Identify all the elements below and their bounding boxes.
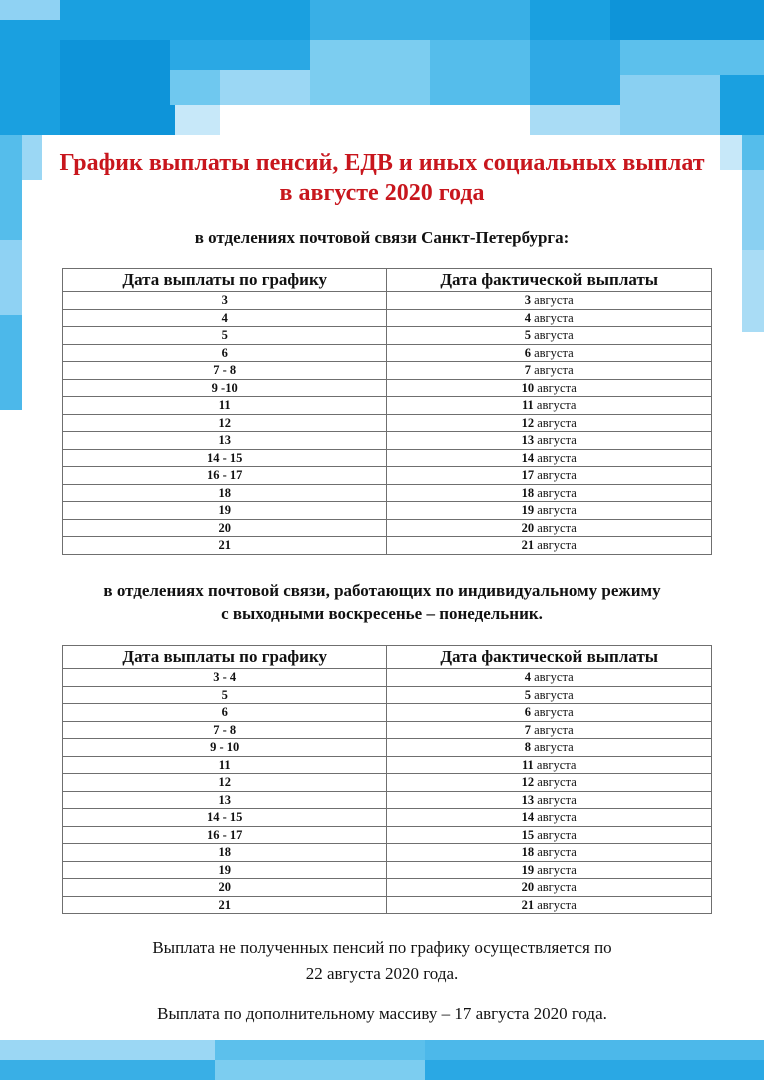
actual-month: августа <box>534 687 574 702</box>
actual-date-cell <box>387 414 712 432</box>
actual-day: 17 <box>521 468 535 483</box>
actual-day: 15 <box>521 827 535 842</box>
actual-month: августа <box>537 862 577 877</box>
scheduled-date-cell: 18 <box>63 484 387 502</box>
table-row <box>63 519 712 537</box>
actual-month: августа <box>534 740 574 755</box>
actual-date-cell <box>387 397 712 415</box>
scheduled-date-cell: 12 <box>63 774 387 792</box>
actual-date-cell <box>387 484 712 502</box>
actual-day: 19 <box>521 862 535 877</box>
title-line-1: График выплаты пенсий, ЕДВ и иных социальных выплат <box>59 150 705 176</box>
actual-day: 6 <box>524 705 531 720</box>
note-undelivered-pensions <box>0 935 764 987</box>
table-row <box>63 379 712 397</box>
actual-date-cell <box>387 432 712 450</box>
actual-month: августа <box>536 757 577 772</box>
table-row <box>63 686 712 704</box>
scheduled-date-cell: 11 <box>63 397 387 415</box>
scheduled-date-cell: 16 - 17 <box>63 826 387 844</box>
actual-date-cell <box>387 844 712 862</box>
scheduled-date-cell: 16 - 17 <box>63 467 387 485</box>
actual-day: 21 <box>521 897 535 912</box>
actual-month: августа <box>534 363 574 378</box>
scheduled-date-cell: 14 - 15 <box>63 809 387 827</box>
actual-day: 4 <box>524 310 531 325</box>
title-line-2: в августе 2020 года <box>279 180 485 206</box>
actual-date-cell <box>387 327 712 345</box>
actual-date-cell <box>387 879 712 897</box>
actual-day: 3 <box>524 293 531 308</box>
scheduled-date-cell: 13 <box>63 791 387 809</box>
table-row <box>63 502 712 520</box>
actual-date-cell <box>387 704 712 722</box>
actual-date-cell <box>387 467 712 485</box>
table-row <box>63 327 712 345</box>
table-row <box>63 791 712 809</box>
table-row <box>63 344 712 362</box>
actual-day: 13 <box>521 433 535 448</box>
actual-date-cell <box>387 669 712 687</box>
table-row <box>63 896 712 914</box>
actual-month: августа <box>536 398 577 413</box>
column-header-actual-date: Дата фактической выплаты <box>387 269 712 292</box>
actual-month: августа <box>537 538 577 553</box>
table-row <box>63 739 712 757</box>
actual-month: августа <box>537 845 577 860</box>
actual-date-cell <box>387 739 712 757</box>
actual-day: 4 <box>524 670 531 685</box>
scheduled-date-cell: 12 <box>63 414 387 432</box>
actual-month: августа <box>534 310 574 325</box>
actual-date-cell <box>387 502 712 520</box>
table-row <box>63 397 712 415</box>
note-line-2: 22 августа 2020 года. <box>305 964 459 983</box>
actual-month: августа <box>537 415 577 430</box>
actual-month: августа <box>534 328 574 343</box>
actual-date-cell <box>387 686 712 704</box>
actual-date-cell <box>387 362 712 380</box>
table-row <box>63 362 712 380</box>
table-row <box>63 537 712 555</box>
actual-day: 14 <box>521 450 535 465</box>
actual-date-cell <box>387 292 712 310</box>
actual-month: августа <box>537 880 577 895</box>
actual-date-cell <box>387 721 712 739</box>
actual-date-cell <box>387 826 712 844</box>
actual-month: августа <box>534 345 574 360</box>
actual-month: августа <box>537 827 577 842</box>
scheduled-date-cell: 20 <box>63 519 387 537</box>
actual-day: 19 <box>521 503 535 518</box>
column-header-scheduled-date: Дата выплаты по графику <box>63 269 387 292</box>
actual-date-cell <box>387 309 712 327</box>
actual-day: 12 <box>521 415 535 430</box>
column-header-scheduled-date: Дата выплаты по графику <box>63 646 387 669</box>
actual-day: 21 <box>521 538 535 553</box>
page-title <box>0 148 764 208</box>
actual-date-cell <box>387 519 712 537</box>
table-row <box>63 484 712 502</box>
actual-date-cell <box>387 774 712 792</box>
scheduled-date-cell: 7 - 8 <box>63 721 387 739</box>
actual-month: августа <box>537 433 577 448</box>
actual-day: 14 <box>521 810 535 825</box>
actual-month: августа <box>537 775 577 790</box>
scheduled-date-cell: 9 - 10 <box>63 739 387 757</box>
actual-date-cell <box>387 537 712 555</box>
table-row <box>63 721 712 739</box>
table-row <box>63 756 712 774</box>
table-row <box>63 809 712 827</box>
scheduled-date-cell: 5 <box>63 686 387 704</box>
table-row <box>63 467 712 485</box>
scheduled-date-cell: 3 - 4 <box>63 669 387 687</box>
actual-day: 12 <box>521 775 535 790</box>
actual-day: 20 <box>521 880 535 895</box>
section2-heading-line-2: с выходными воскресенье – понедельник. <box>221 604 543 623</box>
actual-day: 7 <box>524 722 531 737</box>
actual-month: августа <box>537 468 577 483</box>
actual-date-cell <box>387 449 712 467</box>
table-row <box>63 844 712 862</box>
scheduled-date-cell: 13 <box>63 432 387 450</box>
table-header-row <box>63 269 712 292</box>
section1-heading: в отделениях почтовой связи Санкт-Петербурга: <box>194 228 570 247</box>
actual-day: 7 <box>524 363 531 378</box>
scheduled-date-cell: 9 -10 <box>63 379 387 397</box>
section2-heading <box>0 579 764 625</box>
actual-date-cell <box>387 791 712 809</box>
scheduled-date-cell: 19 <box>63 502 387 520</box>
actual-day: 18 <box>521 845 535 860</box>
actual-day: 6 <box>524 345 531 360</box>
schedule-table-individual-mode <box>62 645 712 914</box>
actual-day: 11 <box>521 398 534 413</box>
actual-month: августа <box>537 810 577 825</box>
table-row <box>63 826 712 844</box>
actual-day: 13 <box>521 792 535 807</box>
actual-day: 20 <box>521 520 535 535</box>
table-row <box>63 879 712 897</box>
table-row <box>63 774 712 792</box>
scheduled-date-cell: 21 <box>63 896 387 914</box>
column-header-actual-date: Дата фактической выплаты <box>387 646 712 669</box>
scheduled-date-cell: 21 <box>63 537 387 555</box>
scheduled-date-cell: 4 <box>63 309 387 327</box>
actual-date-cell <box>387 344 712 362</box>
note-line-1: Выплата не полученных пенсий по графику осуществляется по <box>152 938 612 957</box>
actual-month: августа <box>537 380 577 395</box>
table-row <box>63 861 712 879</box>
note-additional-array: Выплата по дополнительному массиву – 17 августа 2020 года. <box>157 1004 607 1023</box>
scheduled-date-cell: 20 <box>63 879 387 897</box>
scheduled-date-cell: 3 <box>63 292 387 310</box>
scheduled-date-cell: 18 <box>63 844 387 862</box>
actual-month: августа <box>534 705 574 720</box>
scheduled-date-cell: 11 <box>63 756 387 774</box>
actual-day: 5 <box>524 328 531 343</box>
scheduled-date-cell: 6 <box>63 704 387 722</box>
actual-month: августа <box>537 485 577 500</box>
table-row <box>63 669 712 687</box>
actual-day: 8 <box>524 740 531 755</box>
actual-month: августа <box>537 503 577 518</box>
table-row <box>63 414 712 432</box>
table-row <box>63 704 712 722</box>
actual-month: августа <box>534 722 574 737</box>
actual-month: августа <box>534 670 574 685</box>
scheduled-date-cell: 7 - 8 <box>63 362 387 380</box>
scheduled-date-cell: 6 <box>63 344 387 362</box>
actual-month: августа <box>537 450 577 465</box>
actual-day: 11 <box>521 757 534 772</box>
table-row <box>63 432 712 450</box>
actual-date-cell <box>387 861 712 879</box>
actual-date-cell <box>387 756 712 774</box>
actual-month: августа <box>537 897 577 912</box>
schedule-table-spb <box>62 268 712 555</box>
table-header-row <box>63 646 712 669</box>
actual-day: 10 <box>521 380 535 395</box>
scheduled-date-cell: 5 <box>63 327 387 345</box>
actual-day: 5 <box>524 687 531 702</box>
actual-date-cell <box>387 809 712 827</box>
table-row <box>63 449 712 467</box>
actual-day: 18 <box>521 485 535 500</box>
actual-date-cell <box>387 896 712 914</box>
actual-month: августа <box>537 520 577 535</box>
actual-date-cell <box>387 379 712 397</box>
scheduled-date-cell: 14 - 15 <box>63 449 387 467</box>
table-row <box>63 309 712 327</box>
scheduled-date-cell: 19 <box>63 861 387 879</box>
table-row <box>63 292 712 310</box>
actual-month: августа <box>537 792 577 807</box>
section2-heading-line-1: в отделениях почтовой связи, работающих по индивидуальному режиму <box>103 581 661 600</box>
actual-month: августа <box>534 293 574 308</box>
